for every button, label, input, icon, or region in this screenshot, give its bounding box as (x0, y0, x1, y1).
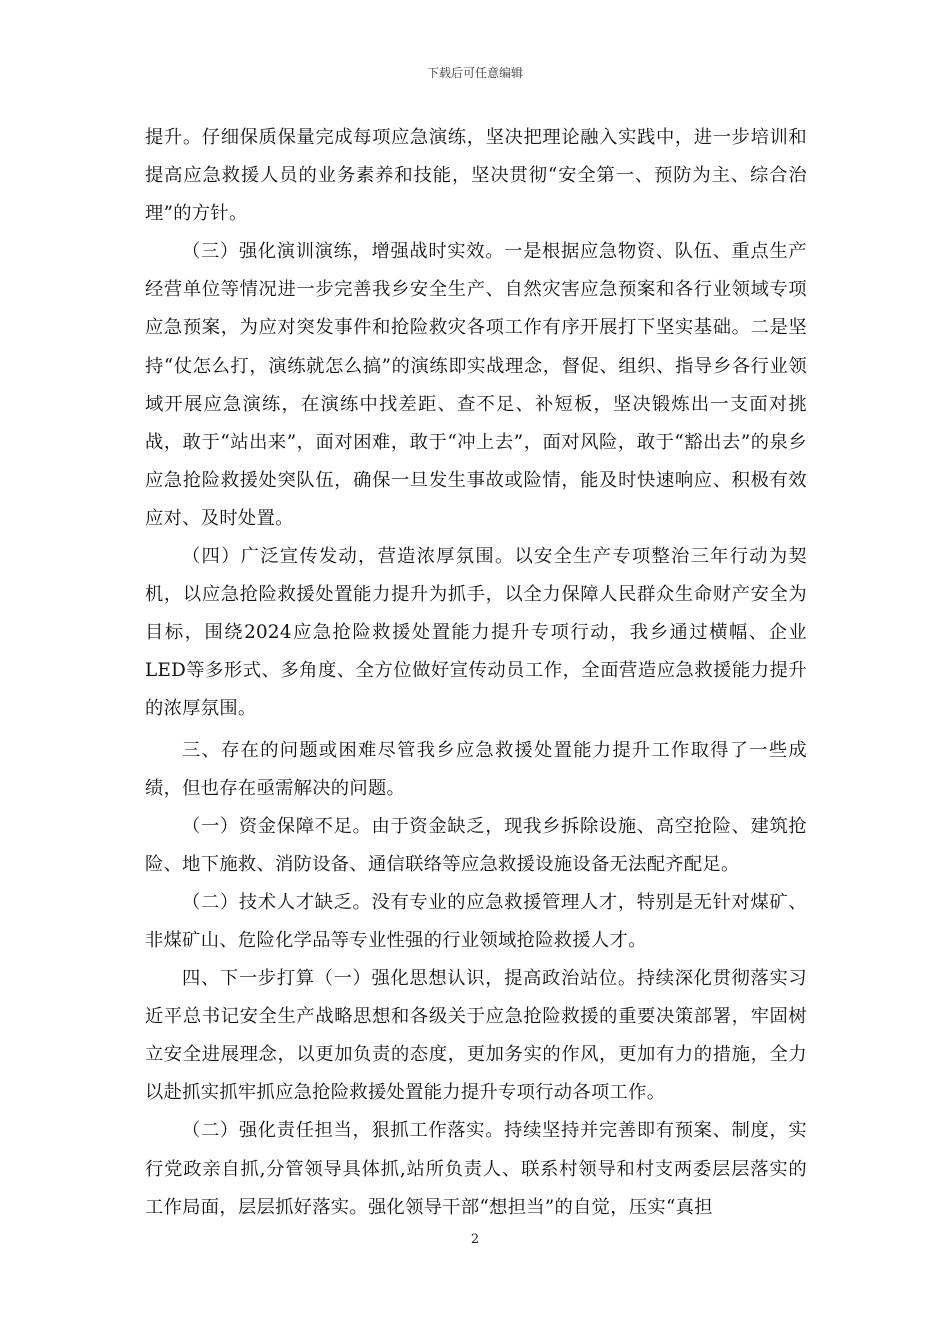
paragraph-drills: （三）强化演训演练，增强战时实效。一是根据应急物资、队伍、重点生产经营单位等情况进一步完善我乡安全生产、自然灾害应急预案和各行业领域专项应急预案，为应对突发事件和抢险救灾各项工作有序开展打下坚实基础。二是坚持“仗怎么打，演练就怎么搞”的演练即实战理念，督促、组织、指导乡各行业领域开展应急演练，在演练中找差距、查不足、补短板，坚决锻炼出一支面对挑战，敢于“站出来”，面对困难，敢于“冲上去”，面对风险，敢于“豁出去”的泉乡应急抢险救援处突队伍，确保一旦发生事故或险情，能及时快速响应、积极有效应对、及时处置。 (145, 241, 807, 529)
paragraph-continuation: 提升。仔细保质保量完成每项应急演练，坚决把理论融入实践中，进一步培训和提高应急救援人员的业务素养和技能，坚决贯彻“安全第一、预防为主、综合治理”的方针。 (145, 127, 807, 225)
paragraph-publicity: （四）广泛宣传发动，营造浓厚氛围。以安全生产专项整治三年行动为契机，以应急抢险救援处置能力提升为抓手，以全力保障人民群众生命财产安全为目标，围绕2024应急抢险救援处置能力提升专项行动，我乡通过横幅、企业LED等多形式、多角度、全方位做好宣传动员工作，全面营造应急救援能力提升的浓厚氛围。 (145, 546, 807, 720)
document-body (145, 119, 807, 1227)
paragraph-problems: 三、存在的问题或困难尽管我乡应急救援处置能力提升工作取得了一些成绩，但也存在亟需解决的问题。 (145, 739, 807, 799)
paragraph-funding: （一）资金保障不足。由于资金缺乏，现我乡拆除设施、高空抢险、建筑抢险、地下施救、消防设备、通信联络等应急救援设施设备无法配齐配足。 (145, 815, 807, 875)
paragraph-next-steps: 四、下一步打算（一）强化思想认识，提高政治站位。持续深化贯彻落实习近平总书记安全生产战略思想和各级关于应急抢险救援的重要决策部署，牢固树立安全进展理念，以更加负责的态度，更加务实的作风，更加有力的措施，全力以赴抓实抓牢抓应急抢险救援处置能力提升专项行动各项工作。 (145, 968, 807, 1104)
page-number: 2 (470, 1232, 480, 1247)
page-header: 下载后可任意编辑 (426, 66, 523, 80)
paragraph-responsibility: （二）强化责任担当，狠抓工作落实。持续坚持并完善即有预案、制度，实行党政亲自抓,分管领导具体抓,站所负责人、联系村领导和村支两委层层落实的工作局面，层层抓好落实。强化领导干部“想担当”的自觉，压实“真担 (145, 1120, 807, 1218)
paragraph-talent: （二）技术人才缺乏。没有专业的应急救援管理人才，特别是无针对煤矿、非煤矿山、危险化学品等专业性强的行业领域抢险救援人才。 (145, 891, 807, 951)
